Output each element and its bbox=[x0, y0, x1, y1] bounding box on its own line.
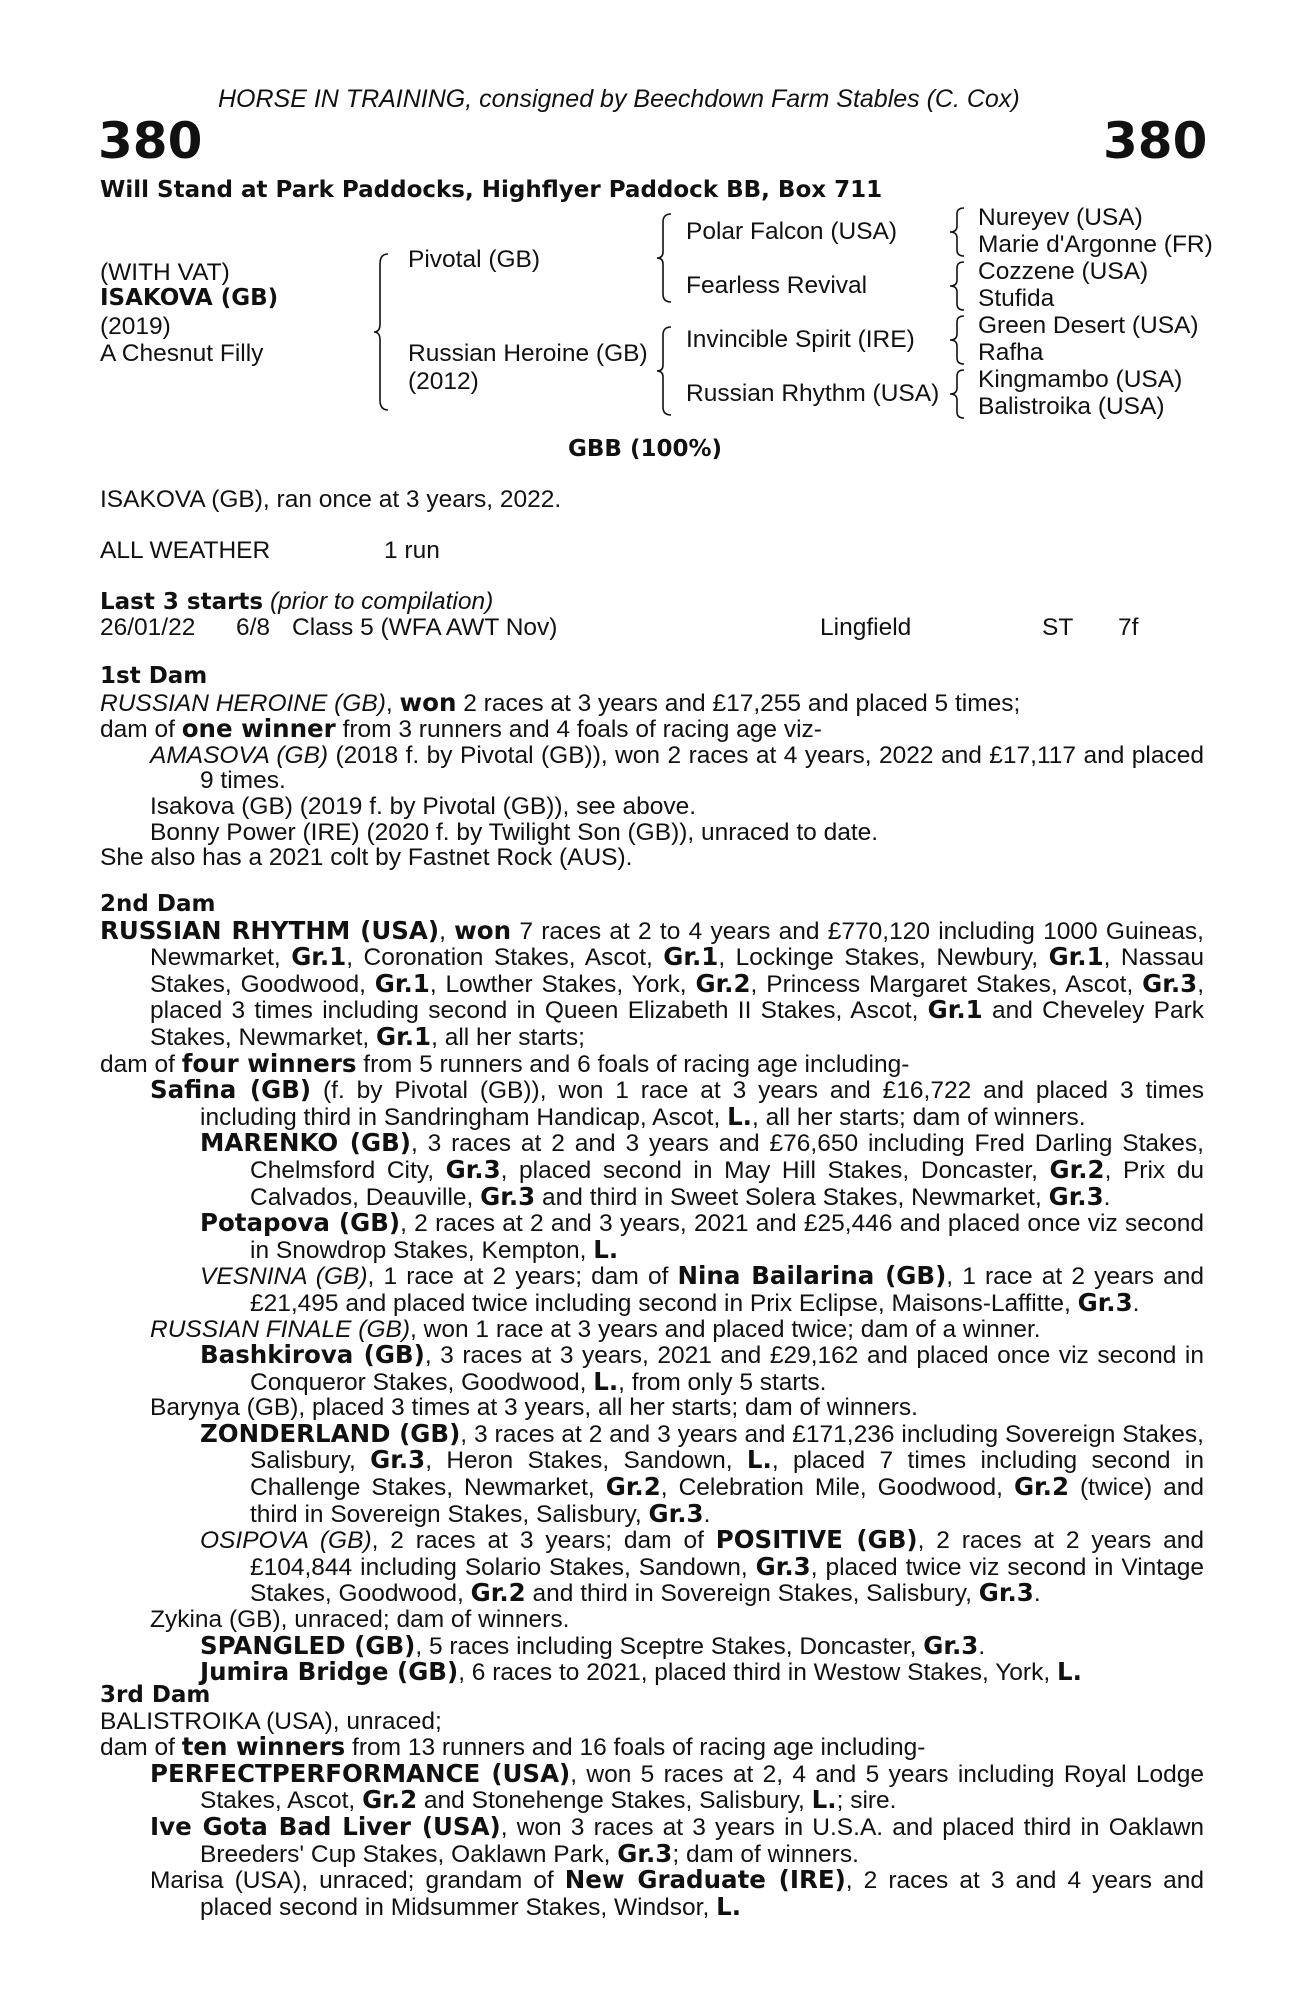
pedigree-g2: Marie d'Argonne (FR) bbox=[978, 231, 1213, 258]
horse-name: ISAKOVA (GB) bbox=[100, 285, 279, 311]
second-dam-record: RUSSIAN RHYTHM (USA), won 7 races at 2 to 4 years and £770,120 including 1000 Guineas, Newmarket, Gr.1, Coronation Stakes, Ascot, Gr.1, Lockinge Stakes, Newbury, Gr.1, Nassau Stakes, Goodwood, Gr.1, Lowther Stakes, York, Gr.2, Princess Margaret Stakes, Ascot, Gr.3, placed 3 times including second in Queen Elizabeth II Stakes, Ascot, Gr.1 and Cheveley Park Stakes, Newmarket, Gr.1, all her starts; bbox=[100, 915, 1204, 1051]
stabling-location: Will Stand at Park Paddocks, Highflyer Paddock BB, Box 711 bbox=[100, 177, 883, 203]
produce-barynya: Barynya (GB), placed 3 times at 3 years, all her starts; dam of winners. bbox=[150, 1394, 918, 1422]
pedigree-g8: Balistroika (USA) bbox=[978, 393, 1165, 420]
pedigree-brace-g3 bbox=[948, 314, 968, 366]
pedigree-brace-main bbox=[372, 252, 392, 412]
pedigree-sire-sire: Polar Falcon (USA) bbox=[686, 218, 898, 245]
start-place: 6/8 bbox=[236, 614, 271, 641]
pedigree-dam-sire: Invincible Spirit (IRE) bbox=[686, 326, 915, 353]
pedigree-brace-dam bbox=[655, 325, 675, 417]
first-dam-heading: 1st Dam bbox=[100, 663, 208, 689]
produce-perfectperformance: PERFECTPERFORMANCE (USA), won 5 races at 2, 4 and 5 years including Royal Lodge Stakes, Ascot, Gr.2 and Stonehenge Stakes, Salisbury, L.; sire. bbox=[150, 1758, 1204, 1815]
start-race: Class 5 (WFA AWT Nov) bbox=[292, 614, 558, 641]
consignor-line: HORSE IN TRAINING, consigned by Beechdown Farm Stables (C. Cox) bbox=[218, 85, 1020, 113]
lot-number-left: 380 bbox=[98, 112, 203, 170]
first-dam-section bbox=[100, 664, 1204, 871]
pedigree-dam-dam: Russian Rhythm (USA) bbox=[686, 380, 940, 407]
produce-jumira-bridge: Jumira Bridge (GB), 6 races to 2021, placed third in Westow Stakes, York, L. bbox=[200, 1657, 1082, 1687]
produce-isakova: Isakova (GB) (2019 f. by Pivotal (GB)), see above. bbox=[150, 792, 697, 820]
pedigree-brace-g4 bbox=[948, 368, 968, 420]
horse-year: (2019) bbox=[100, 313, 171, 340]
pedigree-g4: Stufida bbox=[978, 285, 1055, 312]
horse-description: A Chesnut Filly bbox=[100, 340, 264, 367]
produce-spangled: SPANGLED (GB), 5 races including Sceptre Stakes, Doncaster, Gr.3. bbox=[200, 1630, 986, 1660]
produce-bashkirova: Bashkirova (GB), 3 races at 3 years, 2021 and £29,162 and placed once viz second in Conqueror Stakes, Goodwood, L., from only 5 starts. bbox=[200, 1340, 1204, 1396]
pedigree-brace-g1 bbox=[948, 206, 968, 258]
last-starts-note: (prior to compilation) bbox=[269, 588, 494, 615]
produce-bonny-power: Bonny Power (IRE) (2020 f. by Twilight Son (GB)), unraced to date. bbox=[150, 818, 879, 846]
produce-potapova: Potapova (GB), 2 races at 2 and 3 years, 2021 and £25,446 and placed once viz second in Snowdrop Stakes, Kempton, L. bbox=[200, 1208, 1204, 1264]
produce-safina: Safina (GB) (f. by Pivotal (GB)), won 1 race at 3 years and £16,722 and placed 3 times including third in Sandringham Handicap, Ascot, L., all her starts; dam of winners. bbox=[150, 1075, 1204, 1131]
first-dam-produce: dam of one winner from 3 runners and 4 foals of racing age viz- bbox=[100, 714, 822, 744]
second-dam-heading: 2nd Dam bbox=[100, 891, 216, 917]
start-date: 26/01/22 bbox=[100, 614, 196, 641]
produce-colt-2021: She also has a 2021 colt by Fastnet Rock (AUS). bbox=[100, 844, 633, 872]
pedigree-sire: Pivotal (GB) bbox=[408, 246, 541, 273]
pedigree-brace-sire bbox=[655, 212, 675, 304]
start-going: ST bbox=[1042, 614, 1074, 641]
second-dam-produce: dam of four winners from 5 runners and 6 foals of racing age including- bbox=[100, 1048, 910, 1078]
pedigree-g5: Green Desert (USA) bbox=[978, 312, 1199, 339]
surface-label: ALL WEATHER bbox=[100, 537, 271, 564]
produce-marisa: Marisa (USA), unraced; grandam of New Graduate (IRE), 2 races at 3 and 4 years and placed second in Midsummer Stakes, Windsor, L. bbox=[150, 1865, 1204, 1921]
pedigree-dam-year: (2012) bbox=[408, 368, 479, 395]
last-starts-title: Last 3 starts bbox=[100, 589, 264, 615]
last-starts-heading bbox=[100, 588, 493, 616]
lot-number-right: 380 bbox=[1103, 112, 1208, 170]
second-dam-section bbox=[100, 892, 1204, 1686]
gbb-rating: GBB (100%) bbox=[568, 436, 723, 462]
produce-zonderland: ZONDERLAND (GB), 3 races at 2 and 3 years and £171,236 including Sovereign Stakes, Salisbury, Gr.3, Heron Stakes, Sandown, L., placed 7 times including second in Challenge Stakes, Newmarket, Gr.2, Celebration Mile, Goodwood, Gr.2 (twice) and third in Sovereign Stakes, Salisbury, Gr.3. bbox=[200, 1418, 1205, 1528]
third-dam-produce: dam of ten winners from 13 runners and 16 foals of racing age including- bbox=[100, 1732, 926, 1762]
third-dam-section bbox=[100, 1683, 1204, 1920]
produce-ive-gota-bad-liver: Ive Gota Bad Liver (USA), won 3 races at 3 years in U.S.A. and placed third in Oaklawn Breeders' Cup Stakes, Oaklawn Park, Gr.3; dam of winners. bbox=[150, 1811, 1205, 1868]
pedigree-g6: Rafha bbox=[978, 339, 1044, 366]
pedigree-brace-g2 bbox=[948, 260, 968, 312]
pedigree-sire-dam: Fearless Revival bbox=[686, 272, 868, 299]
produce-russian-finale: RUSSIAN FINALE (GB), won 1 race at 3 years and placed twice; dam of a winner. bbox=[150, 1315, 1041, 1343]
produce-amasova: AMASOVA (GB) (2018 f. by Pivotal (GB)), won 2 races at 4 years, 2022 and £17,117 and placed 9 times. bbox=[150, 741, 1204, 795]
produce-vesnina: VESNINA (GB), 1 race at 2 years; dam of Nina Bailarina (GB), 1 race at 2 years and £21,495 and placed twice including second in Prix Eclipse, Maisons-Laffitte, Gr.3. bbox=[200, 1261, 1205, 1317]
first-dam-record: RUSSIAN HEROINE (GB), won 2 races at 3 years and £17,255 and placed 5 times; bbox=[100, 687, 1021, 717]
produce-osipova: OSIPOVA (GB), 2 races at 3 years; dam of POSITIVE (GB), 2 races at 2 years and £104,844 including Solario Stakes, Sandown, Gr.3, placed twice viz second in Vintage Stakes, Goodwood, Gr.2 and third in Sovereign Stakes, Salisbury, Gr.3. bbox=[200, 1525, 1204, 1608]
third-dam-heading: 3rd Dam bbox=[100, 1682, 211, 1708]
race-summary: ISAKOVA (GB), ran once at 3 years, 2022. bbox=[100, 486, 562, 513]
pedigree-g1: Nureyev (USA) bbox=[978, 204, 1143, 231]
pedigree-dam: Russian Heroine (GB) bbox=[408, 340, 648, 367]
pedigree-g7: Kingmambo (USA) bbox=[978, 366, 1183, 393]
produce-marenko: MARENKO (GB), 3 races at 2 and 3 years and £76,650 including Fred Darling Stakes, Chelmsford City, Gr.3, placed second in May Hill Stakes, Doncaster, Gr.2, Prix du Calvados, Deauville, Gr.3 and third in Sweet Solera Stakes, Newmarket, Gr.3. bbox=[200, 1128, 1204, 1211]
pedigree-g3: Cozzene (USA) bbox=[978, 258, 1149, 285]
surface-runs: 1 run bbox=[384, 537, 440, 564]
third-dam-record: BALISTROIKA (USA), unraced; bbox=[100, 1707, 442, 1735]
start-course: Lingfield bbox=[820, 614, 912, 641]
produce-zykina: Zykina (GB), unraced; dam of winners. bbox=[150, 1606, 570, 1634]
start-distance: 7f bbox=[1118, 614, 1139, 641]
vat-label: (WITH VAT) bbox=[100, 259, 230, 286]
